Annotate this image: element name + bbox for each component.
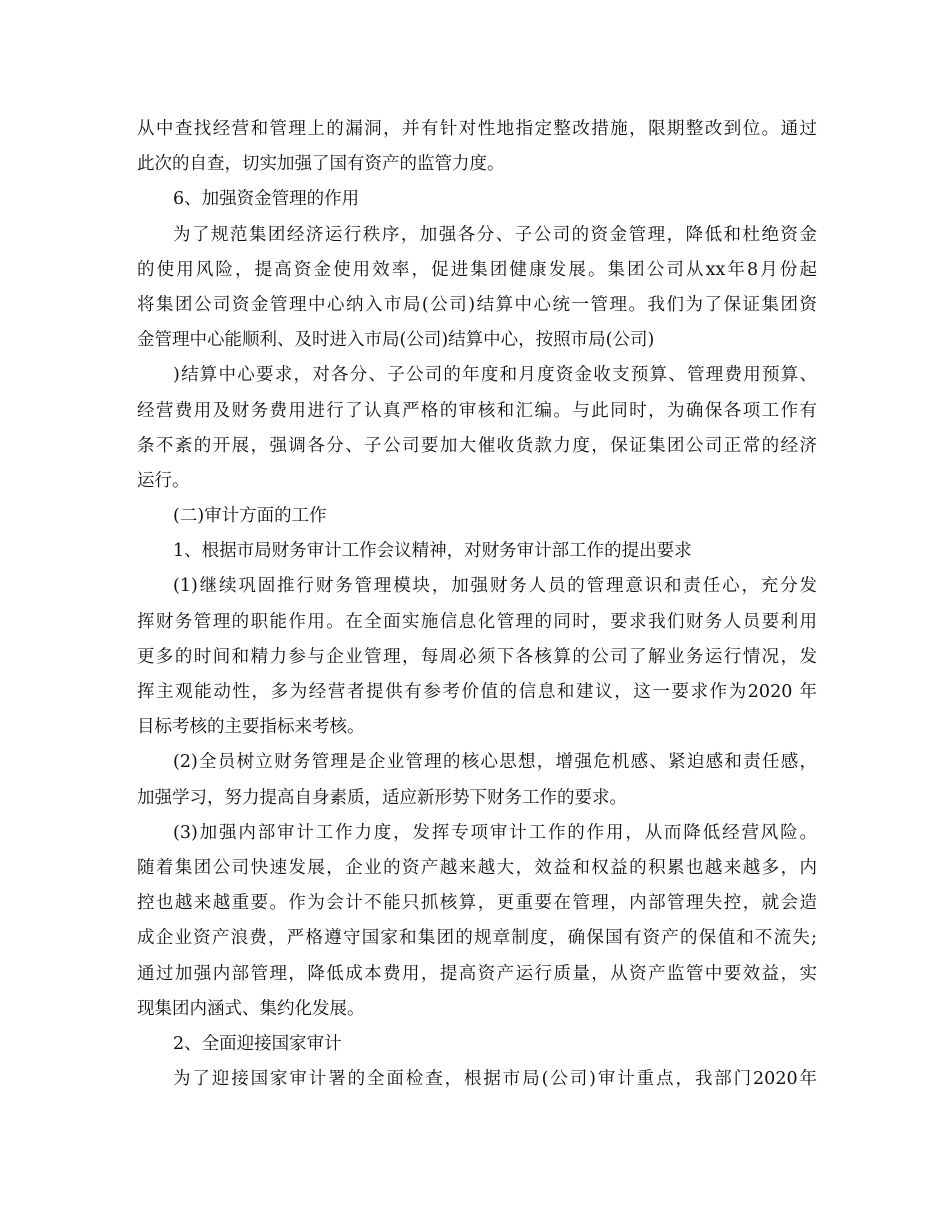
text-line: 从中查找经营和管理上的漏洞，并有针对性地指定整改措施，限期整改到位。通过 — [137, 119, 817, 139]
text-line: (二)审计方面的工作 — [173, 506, 327, 527]
text-line: 运行。 — [137, 470, 190, 491]
text-line: 将集团公司资金管理中心纳入市局(公司)结算中心统一管理。我们为了保证集团资 — [137, 294, 817, 315]
text-line: 目标考核的主要指标来考核。 — [137, 717, 365, 738]
text-line: 更多的时间和精力参与企业管理，每周必须下各核算的公司了解业务运行情况，发 — [137, 646, 817, 667]
text-line: 现集团内涵式、集约化发展。 — [137, 998, 365, 1019]
text-line: 的使用风险，提高资金使用效率，促进集团健康发展。集团公司从xx年8月份起 — [137, 259, 817, 280]
text-line: (3)加强内部审计工作力度，发挥专项审计工作的作用，从而降低经营风险。 — [173, 822, 817, 843]
text-line: 挥主观能动性，多为经营者提供有参考价值的信息和建议，这一要求作为2020 年 — [137, 682, 817, 702]
text-line: (2)全员树立财务管理是企业管理的核心思想，增强危机感、紧迫感和责任感， — [173, 752, 817, 773]
text-line: 金管理中心能顺利、及时进入市局(公司)结算中心，按照市局(公司) — [137, 330, 655, 351]
text-line: 通过加强内部管理，降低成本费用，提高资产运行质量，从资产监管中要效益，实 — [137, 963, 817, 984]
text-line: 此次的自查，切实加强了国有资产的监管力度。 — [137, 154, 505, 175]
text-line: 为了迎接国家审计署的全面检查，根据市局(公司)审计重点，我部门2020年 — [173, 1069, 817, 1090]
text-line: 经营费用及财务费用进行了认真严格的审核和汇编。与此同时，为确保各项工作有 — [137, 400, 817, 421]
text-line: 2、全面迎接国家审计 — [173, 1033, 342, 1054]
text-line: (1)继续巩固推行财务管理模块，加强财务人员的管理意识和责任心，充分发 — [173, 576, 817, 597]
text-line: 成企业资产浪费，严格遵守国家和集团的规章制度，确保国有资产的保值和不流失; — [137, 928, 817, 949]
text-line: 1、根据市局财务审计工作会议精神，对财务审计部工作的提出要求 — [173, 541, 692, 562]
text-line: 挥财务管理的职能作用。在全面实施信息化管理的同时，要求我们财务人员要利用 — [137, 611, 817, 632]
document-body — [137, 112, 817, 1097]
text-line: )结算中心要求，对各分、子公司的年度和月度资金收支预算、管理费用预算、 — [173, 365, 817, 386]
text-line: 控也越来越重要。作为会计不能只抓核算，更重要在管理，内部管理失控，就会造 — [137, 893, 817, 914]
text-line: 条不紊的开展，强调各分、子公司要加大催收货款力度，保证集团公司正常的经济 — [137, 435, 817, 456]
text-line: 随着集团公司快速发展，企业的资产越来越大，效益和权益的积累也越来越多，内 — [137, 857, 817, 878]
text-line: 为了规范集团经济运行秩序，加强各分、子公司的资金管理，降低和杜绝资金 — [173, 224, 817, 245]
text-line: 6、加强资金管理的作用 — [173, 189, 360, 210]
text-line: 加强学习，努力提高自身素质，适应新形势下财务工作的要求。 — [137, 787, 627, 808]
